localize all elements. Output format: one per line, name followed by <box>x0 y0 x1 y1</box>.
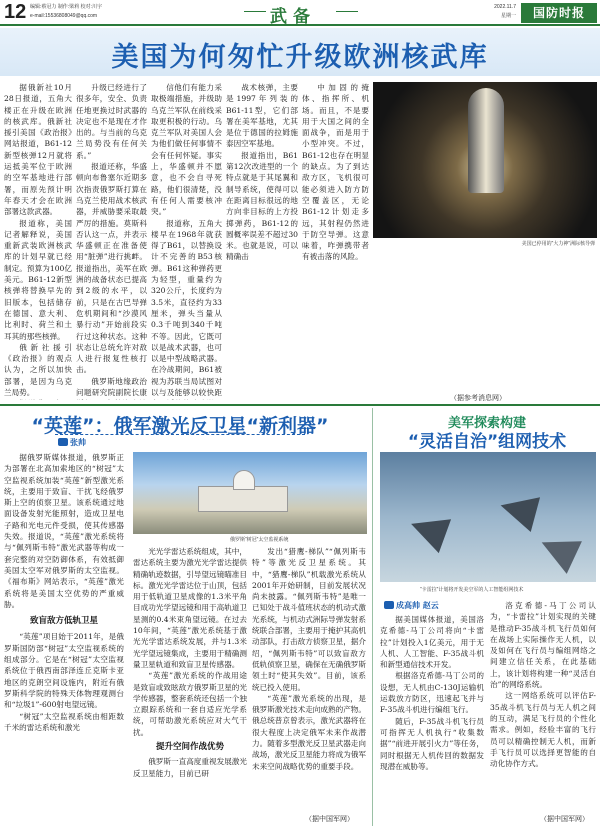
title-underline <box>55 434 305 435</box>
article1-column-3 <box>151 82 222 400</box>
pen-icon <box>384 601 394 609</box>
section-rule-right <box>336 11 358 12</box>
article2-subheading-2: 提升空间作战优势 <box>155 742 224 753</box>
article1-column-4 <box>226 82 298 400</box>
paragraph: 升级已经进行了很多年，安全、负责任地更换过时武器的决定也不是现在才作出的。与当前的乌克兰局势没有任何关系。” <box>76 83 147 160</box>
paragraph: 据俄新社10月28日报道，五角大楼正在升级在欧洲的核武库。俄新社援引美国《政治报》网站报道，B61-12新型核弹12月就将运抵美军位于欧洲的空军基地进行部署，而原先预计明年春天才会在欧洲部署这款武器。 <box>4 83 72 217</box>
paragraph: 发出“猎鹰-梯队”“佩列斯韦特”等激光反卫星系统。其中，“猎鹰-梯队”机载激光系统从2001年开始研制，目前发展状况尚未披露。“佩列斯韦特”是唯一已知处于战斗值班状态的机动式激光系统，与机动式洲际导弹发射系统联合部署，主要用于掩护其高机动部队，打击敌方侦察卫星，据介绍，“佩列斯韦特”可以致盲敌方低轨侦察卫星，确保在无确俄罗斯领土时“使其失效”。目前，该系统已投入使用。 <box>252 547 366 692</box>
article2-credit: （据中国军网） <box>305 815 354 823</box>
paragraph: 战术核弹，主要是1997年列装的B61-11型，它们部署在美军基地，尤其是位于德国的拉姆施泰因空军基地。 <box>226 83 298 149</box>
article1-column-5 <box>302 82 369 400</box>
paragraph <box>4 398 72 400</box>
observatory-dome <box>233 470 255 490</box>
photo-caption: 美国已停用的“大力神”洲际核导弹 <box>521 241 595 247</box>
article2-subheading-1: 致盲敌方低轨卫星 <box>29 616 98 627</box>
paragraph: “英莲”激光系统的出现，是俄罗斯激光技术走向成熟的产物。俄总统普京曾表示，激光武器将在很大程度上决定俄军未来作战潜力。随着多型激光反卫星武器走向战场，激光反卫星能力将成为俄军未来空间战略优势的重要手段。 <box>252 693 366 771</box>
article1-column-1 <box>4 82 72 400</box>
paragraph: 洛克希德-马丁公司认为，“卡雷拉”计划实现的关键是推动F-35战斗机飞行员如何在战场上实际操作无人机，以及如何在飞行员与编组网络之间建立信任关系，在此基础上，该计划将构建一种“灵活自治”的网络系统。 <box>490 601 596 690</box>
photo-caption: “卡雷拉”计划将开发美空军的人工智能组网技术 <box>420 587 524 593</box>
jet-shape <box>496 488 540 532</box>
paragraph: 俄新社援引《政治报》的观点认为，之所以加快部署，是因为乌克兰局势。 <box>4 342 72 398</box>
pen-icon <box>58 438 68 446</box>
column-divider <box>372 408 373 826</box>
article3-credit: （据中国军网） <box>540 815 589 823</box>
article3-column-2 <box>490 600 596 812</box>
article3-title-line2: “灵活自治”组网技术 <box>407 432 567 452</box>
missile-silo-photo <box>373 82 597 238</box>
email-line: e-mail:15536808049@qq.com <box>30 13 98 19</box>
paragraph: 随后，F-35战斗机飞行员可指挥无人机执行“收集数据”“前进开展引火力”等任务，同时根据无人机传回的数据发现潜在威胁等。 <box>380 716 484 771</box>
article3-author: 成高帅 赵云 <box>396 600 439 610</box>
section-rule-left <box>244 11 266 12</box>
paragraph: 据美国媒体报道，美国洛克希德-马丁公司将向“卡雷拉”计划投入1亿美元，用于无人机、人工智能、F-35战斗机和新型通信技术开发。 <box>380 615 484 670</box>
paragraph: 俄罗斯一直高度重视发展激光反卫星能力，目前已研 <box>133 757 247 778</box>
section-divider <box>0 404 600 406</box>
paragraph: 报道指出，B61第12次改进型的一个特点就是于其尾翼和制导系统，使得可以在距离目标很远的地方向非目标的上方投掷弹药，B61-12的圆概率误差不超过30米。也就是说，可以精确击 <box>226 150 298 262</box>
article1-column-2 <box>76 82 147 400</box>
jet-shape <box>405 507 451 553</box>
paper-logo: 国防时报 <box>521 3 597 23</box>
article2-column-3 <box>252 546 366 814</box>
article2-title: “英莲”：俄军激光反卫星“新利器” <box>31 415 329 437</box>
paragraph: 俄罗斯地缘政治问题研究院副院长康 <box>76 376 147 398</box>
article1-credit: （据参考消息网） <box>450 394 506 402</box>
staff-line: 编辑:蔡冠力 制作:梁莉 校对:川宇 <box>30 4 102 10</box>
paragraph: 据俄罗斯媒体报道，俄罗斯正为部署在北高加索地区的“树冠”太空监视系统加装“英莲”新型激光系统，主要用于致盲、干扰飞经俄罗斯上空的侦察卫星。该系统通过地面设备发射光能照射，造成卫星电子路和光电元件受损，使其传感器失效。报道说，“英莲”激光系统将与“佩列斯韦特”激光武器等构成一套完整的对空防御体系，有效抵御美国太空军对俄罗斯的太空监视。《福布斯》网站表示，“英莲”激光系统将是美国太空优势的严重威胁。 <box>4 453 124 609</box>
paragraph: 信他们有能力采取极端措施，并级助乌克兰军队在前线采取更积极的行动。乌克兰军队对美国人会为他们做任何事情不会有任何怀疑。事实上，华盛顿并不愿意，也不会自寻死路，他们很清楚，没有任何人需要核冲突。” <box>151 83 222 217</box>
paragraph: 报道还称，华盛顿向布鲁塞尔近期多次指责俄罗斯打算在乌克兰使用战术核武器，并威胁要采取最严厉的措施。莫斯科否认这一点，并表示华盛顿正在准备使用“脏弹”进行挑衅。报道指出，美军在欧洲的战备状态已提高到2级的水平，以前，只是在古巴导弹危机期间和“沙漠风暴行动”开始前段实行过这种状态。这种状态让总统允许对敌人进行报复性核打击。 <box>76 162 147 375</box>
issue-date: 2022.11.7 <box>494 4 516 10</box>
paragraph: 中加固的掩体、指挥所、机场。而且，不是要用于大国之间的全面战争，而是用于小型冲突。不过，B61-12也存在明显的缺点。为了到达敌方区，飞机很可能必须进入防方防空覆盖区，无论B61-12计划走多远，其射程仍然进于防空导弹。这意味着，咋弹携带者有被击落的风险。 <box>302 83 369 262</box>
article1-title: 美国为何匆忙升级欧洲核武库 <box>111 42 489 73</box>
jet-shape <box>534 526 582 574</box>
paragraph: 报道称，五角大楼早在1968年就获得了B61，以替换设计不完善的B53核弹。B61这种弹药更为轻型，重量约为320公斤，长度约为3.5米，直径约为33厘米，弹头当量从0.3千吨到340千吨不等。因此，它既可以是战术武器，也可以是中型战略武器。在冷战期间，B61被视为苏联当局试图对以与及能够以较快距 <box>151 218 222 398</box>
paragraph: “树冠”太空监视系统由相距数千米的雷达系统和激光 <box>4 711 124 732</box>
article1-column-6 <box>373 250 597 390</box>
fighter-jets-illustration <box>380 452 596 582</box>
paragraph: 这一网络系统可以评估F-35战斗机飞行员与无人机之间的互动，满足飞行员的个性化需求。例如，经验丰富的飞行员可以精确控制无人机，而新手飞行员可以选择更智能的自动化协作方式。 <box>490 691 596 769</box>
article2-author: 张帅 <box>70 437 86 447</box>
paragraph: 光光学雷达系统组成，其中，雷达系统主要为激光光学雷达提供精确轨迹数据，引导望远镜瞄准目标。激光光学雷达位于山顶，包括用于低轨道卫星成像的1.3米平角目成功光学望远镜和用于高轨道卫星测的0.4米束角望远镜。在过去10年间，“英莲”激光系统基于激光光学雷达系统发展，并与1.3米光学望远镜集成，主要用于精确测量卫星轨道和致盲卫星传感器。 <box>133 547 247 669</box>
paragraph: 根据洛克希德-马丁公司的设想，无人机由C-130J运输机运载放方防区，迅速起飞并与F-35战斗机进行编组飞行。 <box>380 671 484 715</box>
photo-caption: 俄罗斯“树冠”太空监视系统 <box>230 537 289 543</box>
paragraph: “英莲”激光系统的作战用途是致盲或致眩敌方俄罗斯卫星的光学传感器，整套系统还包括一个独立跟踪系统和一套自适应光学系统，可帮助激光系统应对大气干扰。 <box>133 671 247 737</box>
article3-column-1 <box>380 614 484 826</box>
article3-title-line1: 美军探索构建 <box>447 416 526 431</box>
paragraph: “英莲”项目始于2011年，是俄罗斯国防部“树冠”太空监视系统的组成部分。它是在“树冠”太空监视系统位于俄西南部泽连丘克斯卡亚地区的克朗空间设施内，附近有俄罗斯科学院的特殊天体物理观测台和“垃圾1”-600射电望远镜。 <box>4 632 124 710</box>
paragraph: 报道称，美国记者解释说，美国重新武装欧洲核武库的计划早就已经制定。预算为100亿美元。B61-12新型核弹将替换早先的旧版本，包括储存在德国、意大利、比利时、荷兰和土耳其的那些核弹。 <box>4 218 72 341</box>
section-title: 武备 <box>270 7 316 27</box>
satellite-monitoring-photo <box>133 452 367 534</box>
page-number: 12 <box>4 1 27 23</box>
missile-body <box>468 88 504 193</box>
article2-column-2 <box>133 546 247 826</box>
article2-column-1 <box>4 452 124 826</box>
issue-weekday: 星期一 <box>500 13 516 19</box>
